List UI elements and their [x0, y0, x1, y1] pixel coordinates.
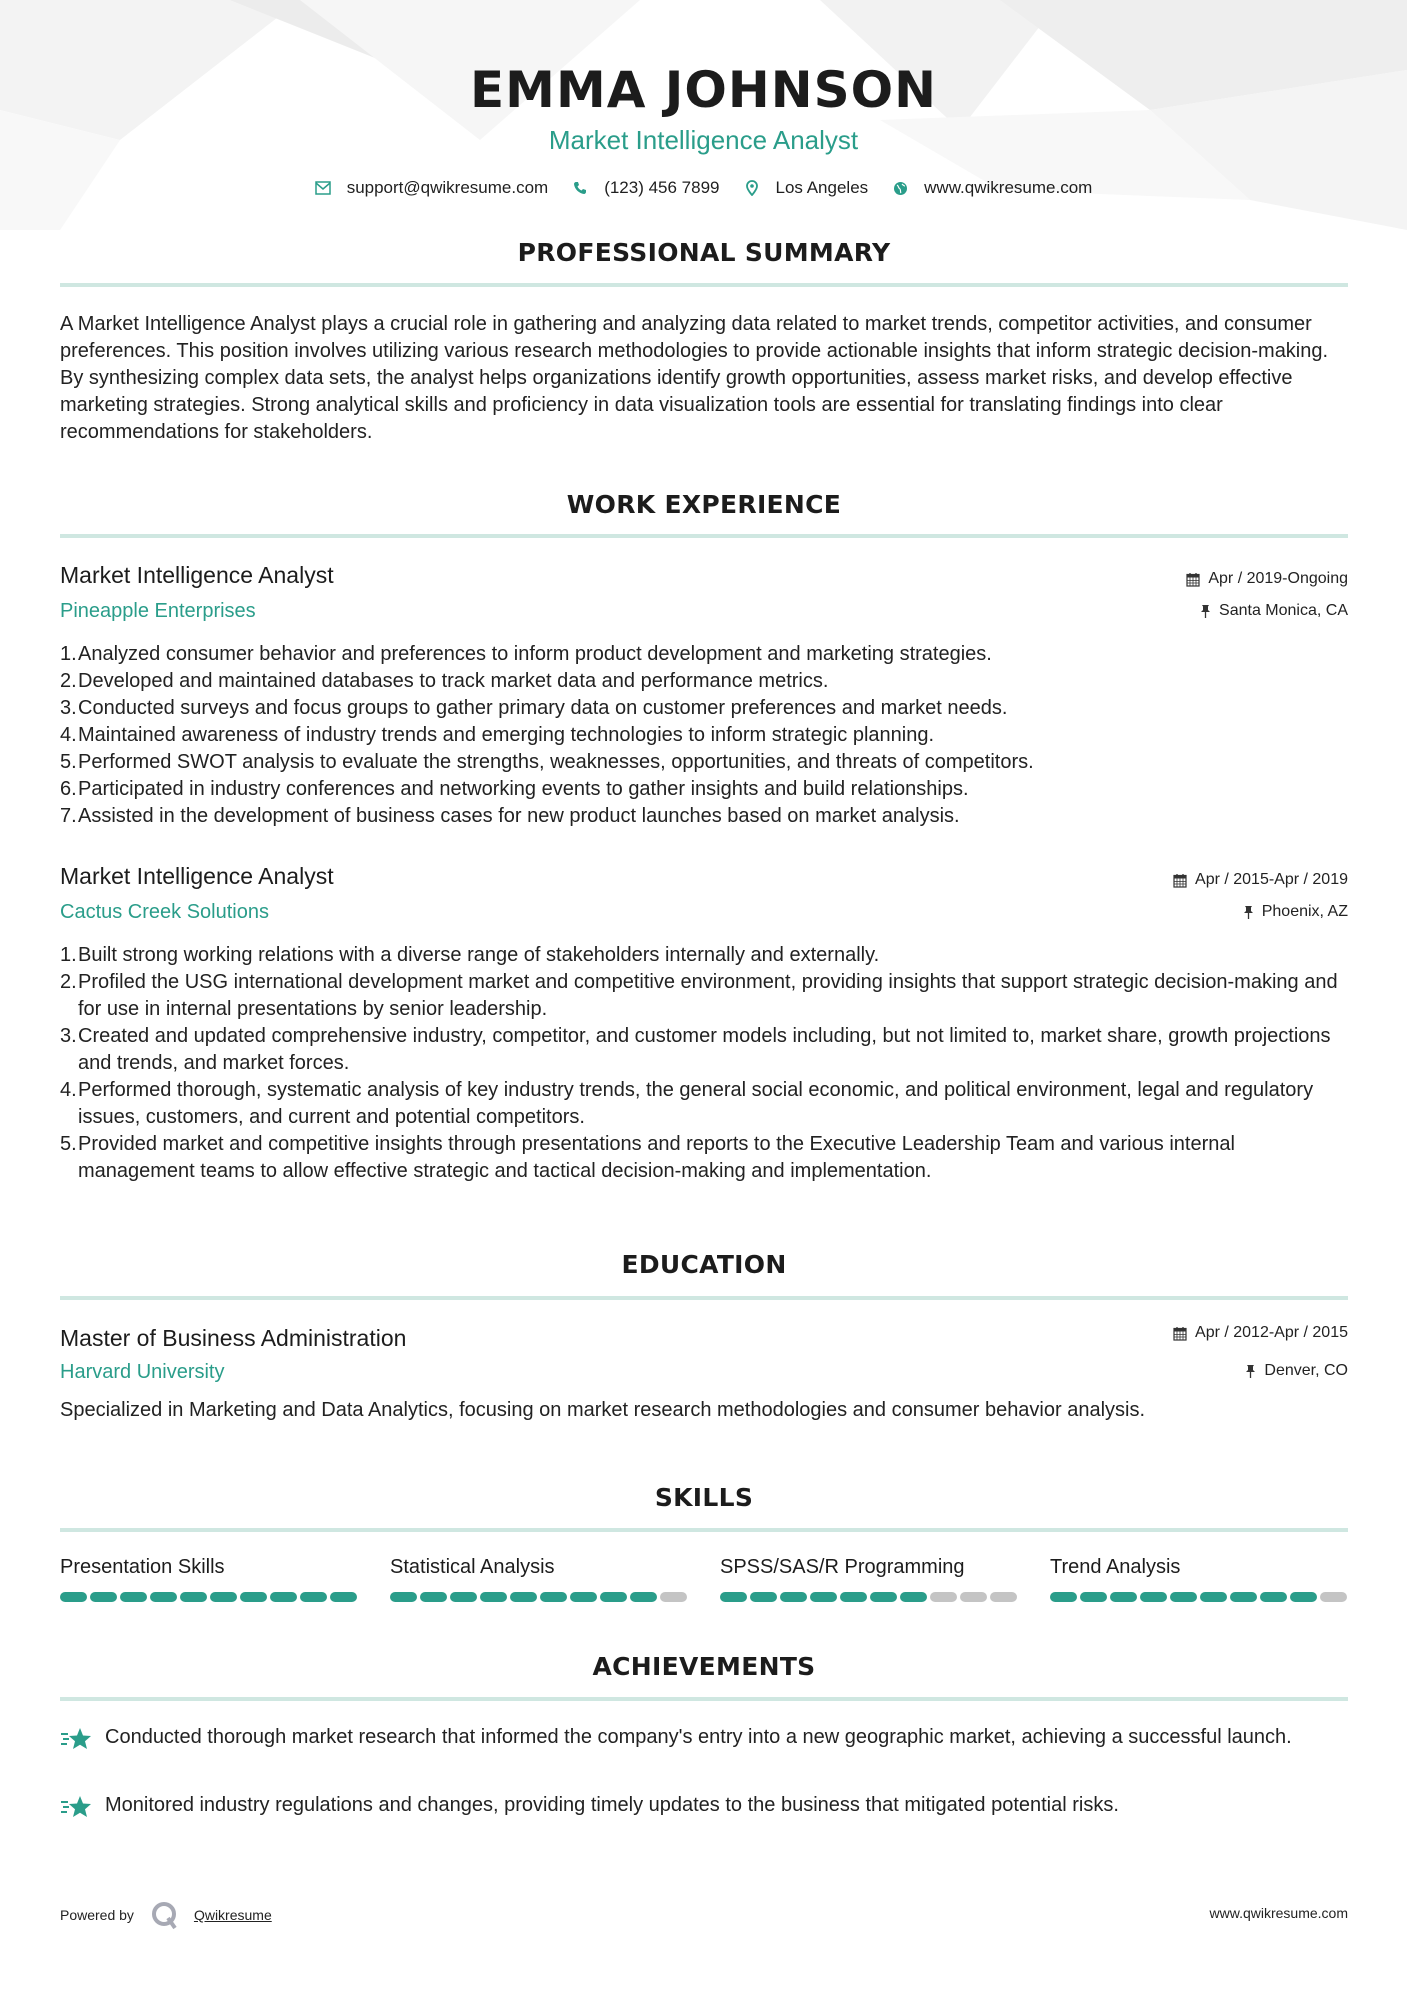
- rating-segment-filled: [1050, 1592, 1077, 1602]
- rating-segment-filled: [450, 1592, 477, 1602]
- footer-website[interactable]: www.qwikresume.com: [1209, 1905, 1348, 1921]
- rating-segment-filled: [240, 1592, 267, 1602]
- star-icon: [60, 1792, 96, 1828]
- rating-segment-empty: [660, 1592, 687, 1602]
- skill-item: [1050, 1555, 1350, 1602]
- job-title: Market Intelligence Analyst: [60, 863, 334, 889]
- rating-segment-filled: [1260, 1592, 1287, 1602]
- skill-item: [60, 1555, 360, 1602]
- skill-item: [390, 1555, 690, 1602]
- skills-list: [60, 1555, 1350, 1602]
- section-title-education: EDUCATION: [621, 1250, 787, 1279]
- job-bullets: [60, 942, 1350, 1185]
- powered-by-label: Powered by: [60, 1907, 134, 1923]
- rating-segment-filled: [300, 1592, 327, 1602]
- school-name: Harvard University: [60, 1361, 225, 1383]
- skill-rating-bar: [390, 1592, 690, 1602]
- bullet-item: 4. Maintained awareness of industry trends and emerging technologies to inform strategic planning.: [60, 724, 935, 746]
- rating-segment-filled: [510, 1592, 537, 1602]
- rating-segment-filled: [900, 1592, 927, 1602]
- job-title: Market Intelligence Analyst: [60, 562, 334, 588]
- skill-rating-bar: [1050, 1592, 1350, 1602]
- candidate-headline: Market Intelligence Analyst: [548, 125, 859, 155]
- rating-segment-filled: [1140, 1592, 1167, 1602]
- section-title-experience: WORK EXPERIENCE: [566, 490, 842, 519]
- achievement-item: [60, 1724, 1350, 1760]
- section-divider: [60, 283, 1348, 287]
- summary-text: A Market Intelligence Analyst plays a crucial role in gathering and analyzing data related to market trends, competitor activities, and consumer preferences. This position involves utilizing various research methodologies to provide actionable insights that inform strategic decision-making. By synthesizing complex data sets, the analyst helps organizations identify growth opportunities, assess market risks, and develop effective marketing strategies. Strong analytical skills and proficiency in data visualization tools are essential for translating findings into clear recommendations for stakeholders.: [60, 313, 1329, 443]
- calendar-icon: [1173, 873, 1187, 888]
- education-dates-text: Apr / 2012-Apr / 2015: [1195, 1324, 1348, 1341]
- company-name: Pineapple Enterprises: [60, 600, 256, 622]
- rating-segment-empty: [930, 1592, 957, 1602]
- skill-name: Presentation Skills: [60, 1556, 225, 1578]
- rating-segment-filled: [150, 1592, 177, 1602]
- pushpin-icon: [1200, 604, 1211, 618]
- section-divider: [60, 1296, 1348, 1300]
- envelope-icon: [315, 180, 331, 196]
- education-dates: [1173, 1324, 1348, 1342]
- section-divider: [60, 534, 1348, 538]
- bullet-item: 6. Participated in industry conferences and networking events to gather insights and build relationships.: [60, 778, 969, 800]
- bullet-item: 2. Profiled the USG international development market and competitive environment, providing insights that support strategic decision-making and for use in internal presentations by senior leadership.: [60, 971, 1338, 1020]
- rating-segment-filled: [270, 1592, 297, 1602]
- rating-segment-filled: [780, 1592, 807, 1602]
- rating-segment-empty: [990, 1592, 1017, 1602]
- star-icon: [60, 1724, 96, 1760]
- rating-segment-filled: [750, 1592, 777, 1602]
- rating-segment-filled: [570, 1592, 597, 1602]
- globe-icon: [892, 180, 908, 196]
- job-location-text: Santa Monica, CA: [1219, 602, 1348, 619]
- job-location: [1200, 602, 1348, 620]
- contact-phone-text: (123) 456 7899: [604, 178, 720, 197]
- rating-segment-filled: [1080, 1592, 1107, 1602]
- rating-segment-filled: [1290, 1592, 1317, 1602]
- degree-title: Master of Business Administration: [60, 1325, 407, 1351]
- job-dates-text: Apr / 2015-Apr / 2019: [1195, 871, 1348, 888]
- contact-website-text: www.qwikresume.com: [924, 178, 1093, 197]
- contact-location-text: Los Angeles: [775, 178, 869, 197]
- contact-bar: [0, 178, 1407, 198]
- job-location: [1243, 903, 1348, 921]
- rating-segment-filled: [870, 1592, 897, 1602]
- rating-segment-filled: [180, 1592, 207, 1602]
- rating-segment-filled: [630, 1592, 657, 1602]
- bullet-item: 4. Performed thorough, systematic analysis of key industry trends, the general social economic, and political environment, legal and regulatory issues, customers, and current and potential competitors.: [60, 1079, 1314, 1128]
- job-dates: [1173, 871, 1348, 889]
- skill-rating-bar: [720, 1592, 1020, 1602]
- bullet-item: 5. Performed SWOT analysis to evaluate the strengths, weaknesses, opportunities, and threats of competitors.: [60, 751, 1034, 773]
- rating-segment-filled: [90, 1592, 117, 1602]
- rating-segment-filled: [540, 1592, 567, 1602]
- rating-segment-filled: [480, 1592, 507, 1602]
- contact-email[interactable]: [315, 178, 549, 198]
- skill-name: Statistical Analysis: [390, 1556, 555, 1578]
- skill-name: SPSS/SAS/R Programming: [720, 1556, 965, 1578]
- rating-segment-filled: [120, 1592, 147, 1602]
- job-bullets: [60, 641, 1350, 830]
- skill-name: Trend Analysis: [1050, 1556, 1181, 1578]
- candidate-name: EMMA JOHNSON: [470, 61, 937, 119]
- rating-segment-filled: [840, 1592, 867, 1602]
- bullet-item: 7. Assisted in the development of business cases for new product launches based on market analysis.: [60, 805, 960, 827]
- rating-segment-filled: [1110, 1592, 1137, 1602]
- education-description: Specialized in Marketing and Data Analytics, focusing on market research methodologies and consumer behavior analysis.: [60, 1399, 1146, 1421]
- bullet-item: 1. Built strong working relations with a diverse range of stakeholders internally and externally.: [60, 944, 880, 966]
- contact-phone[interactable]: [572, 178, 719, 198]
- bullet-item: 2. Developed and maintained databases to track market data and performance metrics.: [60, 670, 829, 692]
- achievement-text: Monitored industry regulations and changes, providing timely updates to the business that mitigated potential risks.: [105, 1794, 1119, 1816]
- rating-segment-filled: [390, 1592, 417, 1602]
- contact-location: [744, 178, 869, 198]
- contact-email-text: support@qwikresume.com: [346, 178, 549, 197]
- map-marker-icon: [744, 180, 760, 196]
- rating-segment-filled: [1170, 1592, 1197, 1602]
- footer-powered-by: [60, 1900, 272, 1930]
- phone-icon: [572, 180, 588, 196]
- skill-rating-bar: [60, 1592, 360, 1602]
- section-divider: [60, 1528, 1348, 1532]
- rating-segment-empty: [1320, 1592, 1347, 1602]
- rating-segment-filled: [720, 1592, 747, 1602]
- bullet-item: 3. Created and updated comprehensive industry, competitor, and customer models including, but not limited to, market share, growth projections and trends, and market forces.: [60, 1025, 1331, 1074]
- section-title-achievements: ACHIEVEMENTS: [592, 1652, 816, 1681]
- job-dates: [1186, 570, 1348, 588]
- education-location: [1245, 1362, 1348, 1380]
- bullet-item: 1. Analyzed consumer behavior and preferences to inform product development and marketing strategies.: [60, 643, 992, 665]
- rating-segment-filled: [810, 1592, 837, 1602]
- rating-segment-filled: [1200, 1592, 1227, 1602]
- rating-segment-empty: [960, 1592, 987, 1602]
- rating-segment-filled: [600, 1592, 627, 1602]
- section-divider: [60, 1697, 1348, 1701]
- job-location-text: Phoenix, AZ: [1261, 903, 1348, 920]
- rating-segment-filled: [60, 1592, 87, 1602]
- company-name: Cactus Creek Solutions: [60, 901, 269, 923]
- education-location-text: Denver, CO: [1264, 1362, 1348, 1379]
- job-dates-text: Apr / 2019-Ongoing: [1208, 570, 1348, 587]
- rating-segment-filled: [330, 1592, 357, 1602]
- pushpin-icon: [1245, 1364, 1256, 1378]
- qwikresume-logo-icon: [150, 1900, 180, 1930]
- qwikresume-link[interactable]: Qwikresume: [193, 1907, 272, 1923]
- section-title-summary: PROFESSIONAL SUMMARY: [517, 238, 891, 267]
- contact-website[interactable]: [892, 178, 1092, 198]
- rating-segment-filled: [420, 1592, 447, 1602]
- pushpin-icon: [1243, 905, 1254, 919]
- calendar-icon: [1173, 1326, 1187, 1341]
- section-title-skills: SKILLS: [654, 1483, 754, 1512]
- achievement-item: [60, 1792, 1350, 1828]
- skill-item: [720, 1555, 1020, 1602]
- resume-header: [0, 58, 1407, 198]
- bullet-item: 3. Conducted surveys and focus groups to gather primary data on customer preferences and market needs.: [60, 697, 1008, 719]
- calendar-icon: [1186, 572, 1200, 587]
- rating-segment-filled: [1230, 1592, 1257, 1602]
- achievement-text: Conducted thorough market research that informed the company's entry into a new geographic market, achieving a successful launch.: [105, 1726, 1292, 1748]
- bullet-item: 5. Provided market and competitive insights through presentations and reports to the Executive Leadership Team and various internal management teams to allow effective strategic and tactical decision-making and implementation.: [60, 1133, 1235, 1182]
- rating-segment-filled: [210, 1592, 237, 1602]
